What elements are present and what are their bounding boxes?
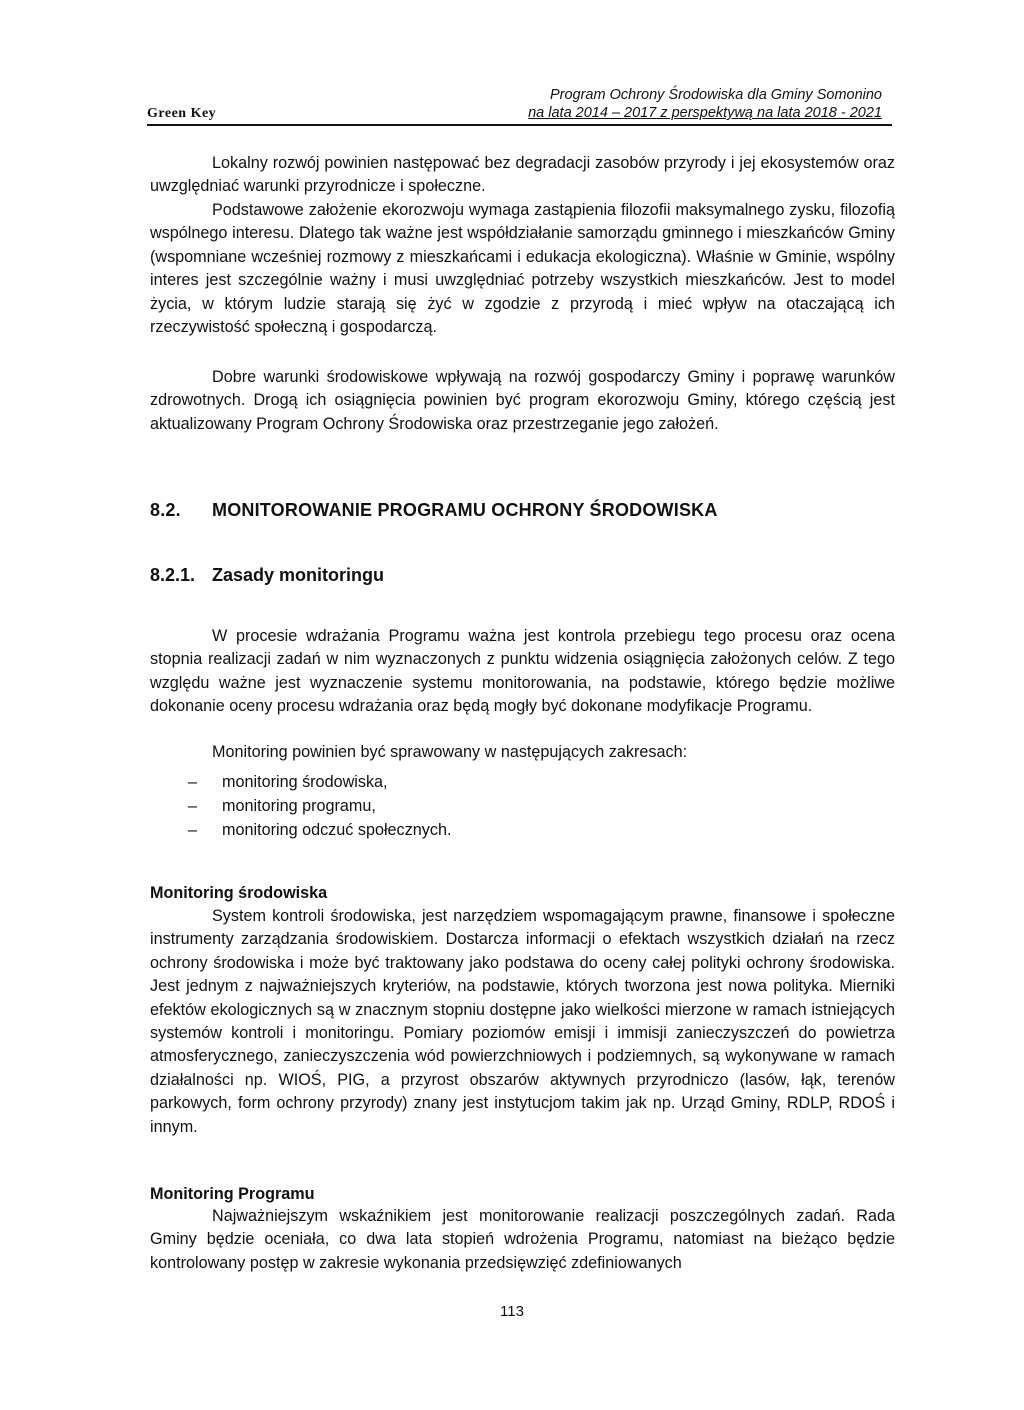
page-header xyxy=(147,86,892,126)
monitoring-scope-list xyxy=(150,770,895,842)
dash-bullet: – xyxy=(188,821,198,839)
env-monitoring-text: System kontroli środowiska, jest narzędziem wspomagającym prawne, finansowe i społeczne instrumenty zarządzania środowiskiem. Dostarcza informacji o efektach wszystkich działań na rzecz ochrony środowiska i może być traktowany jako podstawa do oceny całej polityki ochrony środowiska. Jest jednym z najważniejszych kryteriów, na podstawie, których tworzona jest nowa polityka. Mierniki efektów ekologicznych są w znacznym stopniu dostępne jako wielkości mierzone w ramach istniejących systemów kontroli i monitoringu. Pomiary poziomów emisji i immisji zanieczyszczeń do powietrza atmosferycznego, zanieczyszczenia wód powierzchniowych i podziemnych, są wykonywane w ramach działalności np. WIOŚ, PIG, a przyrost obszarów aktywnych przyrodniczo (lasów, łąk, terenów parkowych, form ochrony przyrody) znany jest instytucjom takim jak np. Urząd Gminy, RDLP, RDOŚ i innym. xyxy=(150,907,895,1136)
intro-paragraph-3: Dobre warunki środowiskowe wpływają na rozwój gospodarczy Gminy i poprawę warunków zdrowotnych. Drogą ich osiągnięcia powinien być program ekorozwoju Gminy, którego częścią jest aktualizowany Program Ochrony Środowiska oraz przestrzeganie jego założeń. xyxy=(150,368,895,433)
dash-bullet: – xyxy=(188,773,198,791)
page-number: 113 xyxy=(500,1303,524,1320)
brand-name: Green Key xyxy=(147,106,217,121)
section-number: 8.2. xyxy=(150,500,181,520)
intro-paragraph-1: Lokalny rozwój powinien następować bez degradacji zasobów przyrody i jej ekosystemów oraz uwzględniać warunki przyrodnicze i społeczne. xyxy=(150,154,895,196)
program-monitoring-heading: Monitoring Programu xyxy=(150,1185,315,1203)
header-divider xyxy=(147,124,892,126)
header-title: Program Ochrony Środowiska dla Gminy Somonino xyxy=(549,87,882,103)
section-title: MONITOROWANIE PROGRAMU OCHRONY ŚRODOWISKA xyxy=(212,500,718,520)
intro-paragraph-2: Podstawowe założenie ekorozwoju wymaga zastąpienia filozofii maksymalnego zysku, filozofią wspólnego interesu. Dlatego tak ważne jest współdziałanie samorządu gminnego i mieszkańców Gminy (wspomniane wcześniej rozmowy z mieszkańcami i edukacja ekologiczna). Właśnie w Gminie, wspólny interes jest szczególnie ważny i musi uwzględniać potrzeby wszystkich mieszkańców. Jest to model życia, w którym ludzie starają się żyć w zgodzie z przyrodą i mieć wpływ na otaczającą ich rzeczywistość społeczną i gospodarczą. xyxy=(150,201,895,337)
list-item: – monitoring środowiska, xyxy=(150,770,895,794)
subsection-title: Zasady monitoringu xyxy=(212,565,385,585)
list-item: – monitoring odczuć społecznych. xyxy=(150,818,895,842)
dash-bullet: – xyxy=(188,797,198,815)
program-monitoring-text: Najważniejszym wskaźnikiem jest monitorowanie realizacji poszczególnych zadań. Rada Gminy będzie oceniała, co dwa lata stopień wdrożenia Programu, natomiast na bieżąco będzie kontrolowany postęp w zakresie wykonania przedsięwzięć zdefiniowanych xyxy=(150,1207,895,1272)
env-monitoring-heading: Monitoring środowiska xyxy=(150,884,328,902)
header-subtitle: na lata 2014 – 2017 z perspektywą na lata 2018 - 2021 xyxy=(528,105,882,121)
subsection-heading xyxy=(150,565,384,586)
monitoring-paragraph-1: W procesie wdrażania Programu ważna jest kontrola przebiegu tego procesu oraz ocena stopnia realizacji zadań w nim wyznaczonych z punktu widzenia osiągnięcia założonych celów. Z tego względu ważne jest wyznaczenie systemu monitorowania, na podstawie, którego będzie możliwe dokonanie oceny procesu wdrażania oraz będą mogły być dokonane modyfikacje Programu. xyxy=(150,627,895,716)
subsection-number: 8.2.1. xyxy=(150,565,196,585)
section-heading xyxy=(150,500,718,521)
list-item: – monitoring programu, xyxy=(150,794,895,818)
monitoring-paragraph-2: Monitoring powinien być sprawowany w następujących zakresach: xyxy=(212,743,688,761)
